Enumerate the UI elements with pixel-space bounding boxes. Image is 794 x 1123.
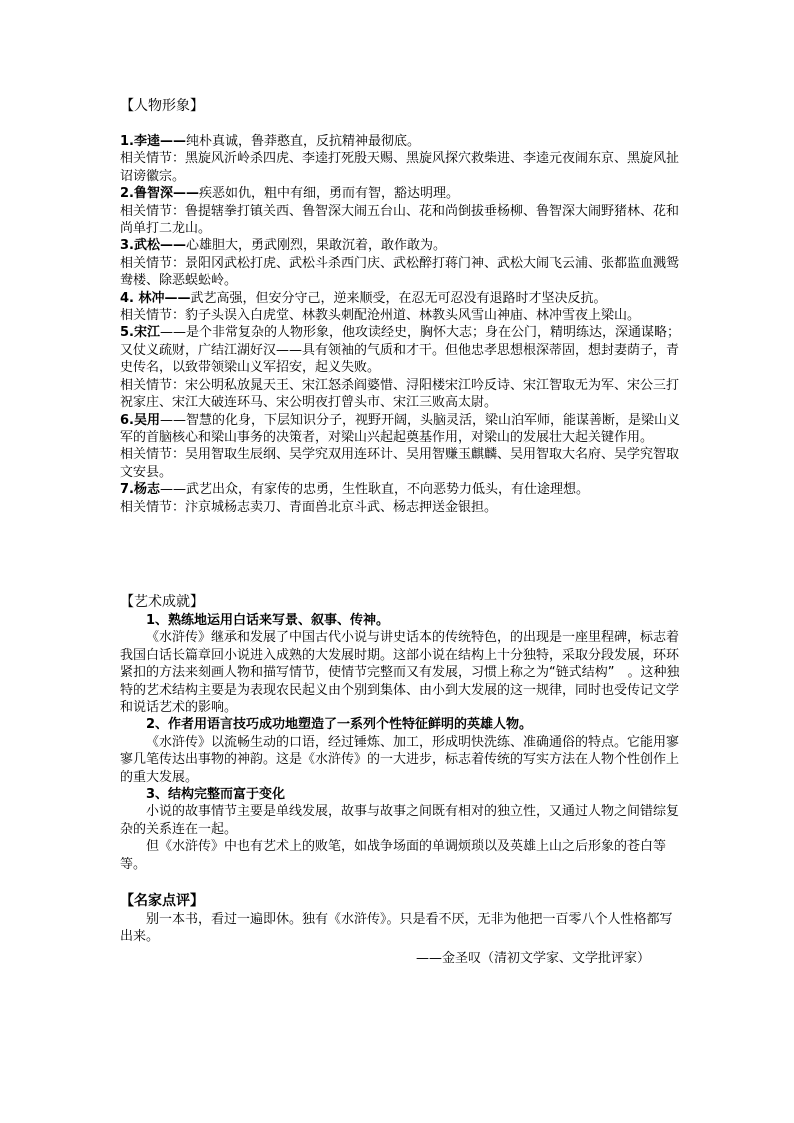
character-desc: ——武艺出众，有家传的忠勇，生性耿直，不向恶势力低头，有仕途理想。 (159, 482, 589, 498)
art-paragraph: 但《水浒传》中也有艺术上的败笔，如战争场面的单调烦琐以及英雄上山之后形象的苍白等等。 (120, 839, 667, 872)
plot-label: 相关情节： (120, 308, 186, 324)
comment-quote: 别一本书，看过一遍即休。独有《水浒传》。只是看不厌，无非为他把一百零八个人性格都写出来。 (120, 912, 673, 945)
character-desc: 纯朴真诚，鲁莽憨直，反抗精神最彻底。 (185, 134, 420, 149)
character-name: 6.吴用 (120, 412, 160, 428)
plot-label: 相关情节： (120, 255, 186, 271)
character-entry (120, 412, 680, 447)
character-plot (120, 499, 680, 516)
character-plot (120, 255, 680, 290)
character-plot (120, 203, 680, 238)
comment-heading: 【名家点评】 (120, 893, 204, 910)
art-paragraph: 《水浒传》继承和发展了中国古代小说与讲史话本的传统特色，的出现是一座里程碑，标志着我国白话长篇章回小说进入成熟的大发展时期。这部小说在结构上十分独特，采取分段发展，环环紧扣的方法来刻画人物和描写情节，使情节完整而又有发展，习惯上称之为“链式结构” 。这种独特的艺术结构主要是为表现农民起义由个别到集体、由小到大发展的这一规律，同时也受传记文学和说话艺术的影响。 (120, 630, 680, 715)
character-name: 3.武松—— (120, 238, 186, 254)
character-desc: ——是个非常复杂的人物形象，他攻读经史，胸怀大志；身在公门，精明练达，深通谋略；又仗义疏财，广结江湖好汉——具有领袖的气质和才干。但他忠孝思想根深蒂固，想封妻荫子，青史传名，以致带领梁山义军招安，起义失败。 (120, 325, 680, 376)
character-entry (120, 324, 680, 376)
characters-heading: 【人物形象】 (120, 98, 204, 114)
character-entry (120, 237, 680, 254)
plot-text: 黑旋风沂岭杀四虎、李逵打死殷天赐、黑旋风探穴救柴进、李逵元夜闹东京、黑旋风扯诏谤徽宗。 (120, 151, 680, 184)
art-point-title: 3、结构完整而富于变化 (146, 787, 286, 802)
plot-label: 相关情节： (120, 499, 186, 515)
plot-text: 汴京城杨志卖刀、青面兽北京斗武、杨志押送金银担。 (185, 499, 498, 515)
art-section (120, 612, 680, 873)
character-desc: 疾恶如仇，粗中有细，勇而有智，豁达明理。 (198, 186, 459, 202)
plot-text: 宋公明私放晁天王、宋江怒杀阎婆惜、浔阳楼宋江吟反诗、宋江智取无为军、宋公三打祝家庄、宋江大破连环马、宋公明夜打曾头市、宋江三败高太尉。 (120, 377, 680, 411)
plot-label: 相关情节： (120, 151, 186, 167)
character-name: 4. 林冲—— (120, 290, 191, 306)
character-plot (120, 377, 680, 412)
character-entry (120, 290, 680, 307)
character-name: 1.李逵—— (120, 134, 186, 149)
plot-text: 景阳冈武松打虎、武松斗杀西门庆、武松醉打蒋门神、武松大闹飞云浦、张都监血溅鸳鸯楼、除恶蜈蚣岭。 (120, 255, 680, 289)
character-plot (120, 307, 680, 324)
character-desc: 武艺高强，但安分守己，逆来顺受，在忍无可忍没有退路时才坚决反抗。 (190, 290, 607, 306)
character-entry (120, 481, 680, 498)
character-name: 2.鲁智深—— (120, 186, 199, 202)
character-entry (120, 185, 680, 202)
art-point-title: 1、熟练地运用白话来写景、叙事、传神。 (146, 612, 390, 628)
art-paragraph: 小说的故事情节主要是单线发展，故事与故事之间既有相对的独立性，又通过人物之间错综复杂的关系连在一起。 (120, 804, 680, 837)
character-name: 5.宋江 (120, 325, 160, 341)
art-heading: 【艺术成就】 (120, 593, 204, 610)
character-plot (120, 446, 680, 481)
art-paragraph: 《水浒传》以流畅生动的口语，经过锤炼、加工，形成明快洗练、准确通俗的特点。它能用寥寥几笔传达出事物的神韵。这是《水浒传》的一大进步，标志着传统的写实方法在人物个性创作上的重大发展。 (120, 734, 680, 785)
character-desc: 心雄胆大，勇武刚烈，果敢沉着，敢作敢为。 (185, 238, 446, 254)
character-plot (120, 150, 680, 185)
comment-source: ——金圣叹（清初文学家、文学批评家） (415, 950, 650, 966)
plot-text: 豹子头误入白虎堂、林教头刺配沧州道、林教头风雪山神庙、林冲雪夜上梁山。 (185, 308, 641, 324)
plot-text: 吴用智取生辰纲、吴学究双用连环计、吴用智赚玉麒麟、吴用智取大名府、吴学究智取文安县。 (120, 447, 680, 480)
plot-text: 鲁提辖拳打镇关西、鲁智深大闹五台山、花和尚倒拔垂杨柳、鲁智深大闹野猪林、花和尚单打二龙山。 (120, 203, 680, 237)
art-point-title: 2、作者用语言技巧成功地塑造了一系列个性特征鲜明的英雄人物。 (146, 717, 533, 733)
plot-label: 相关情节： (120, 203, 186, 219)
plot-label: 相关情节： (120, 377, 186, 393)
character-name: 7.杨志 (120, 482, 160, 498)
plot-label: 相关情节： (120, 447, 186, 463)
character-entry (120, 133, 680, 150)
character-desc: ——智慧的化身，下层知识分子，视野开阔，头脑灵活，梁山泊军师，能谋善断，是梁山义军的首脑核心和梁山事务的决策者，对梁山兴起起奠基作用，对梁山的发展壮大起关键作用。 (120, 412, 680, 445)
character-list (120, 133, 680, 516)
document-content (120, 96, 680, 967)
